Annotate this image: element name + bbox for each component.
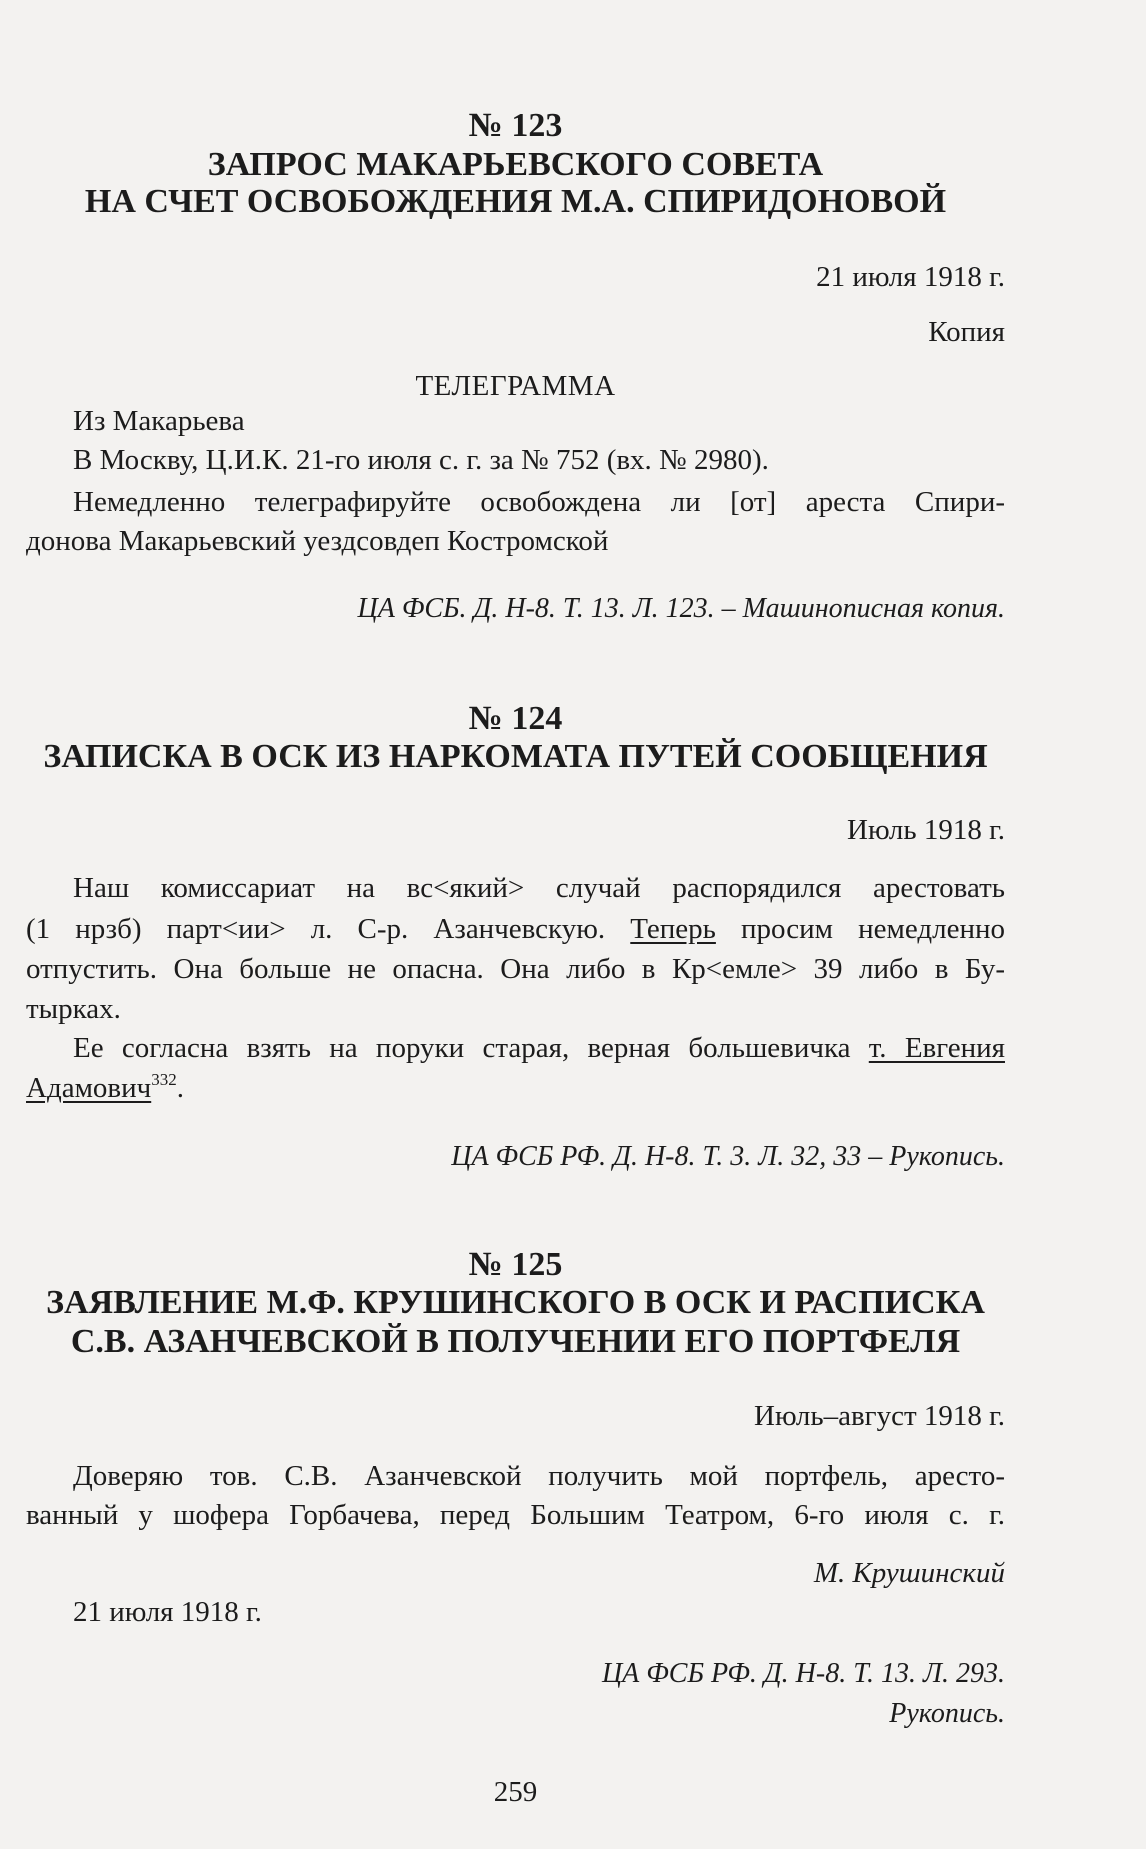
body-text: Наш комиссариат на вс<який> случай распорядился арестовать — [73, 872, 1005, 904]
archive-source: ЦА ФСБ РФ. Д. Н-8. Т. 3. Л. 32, 33 – Рукопись. — [451, 1141, 1005, 1172]
doc-title-line: ЗАЯВЛЕНИЕ М.Ф. КРУШИНСКОГО В ОСК И РАСПИСКА — [46, 1284, 985, 1321]
doc-date: 21 июля 1918 г. — [816, 261, 1005, 293]
telegram-heading: ТЕЛЕГРАММА — [415, 370, 616, 402]
body-line — [26, 868, 1005, 908]
archive-source: ЦА ФСБ. Д. Н-8. Т. 13. Л. 123. – Машинописная копия. — [357, 593, 1005, 624]
body-line: донова Макарьевский уездсовдеп Костромской — [26, 525, 609, 557]
body-line — [26, 989, 1005, 1029]
body-line — [26, 1068, 1005, 1108]
doc-title-line: ЗАПИСКА В ОСК ИЗ НАРКОМАТА ПУТЕЙ СООБЩЕНИЯ — [43, 738, 988, 775]
body-line: Немедленно телеграфируйте освобождена ли [от] ареста Спири- — [73, 486, 1005, 518]
doc-number: № 123 — [468, 107, 563, 144]
doc-number: № 124 — [468, 700, 563, 737]
archive-source-note: Рукопись. — [889, 1698, 1005, 1729]
underlined-text: Адамович — [26, 1072, 152, 1104]
body-text: . — [176, 1072, 184, 1104]
copy-note: Копия — [928, 316, 1005, 348]
body-text: отпустить. Она больше не опасна. Она либо в Кр<емле> 39 либо в Бу- — [26, 953, 1005, 985]
body-line — [26, 1028, 1005, 1068]
body-text: (1 нрзб) парт<ии> л. С-р. Азанчевскую. — [26, 913, 631, 945]
archive-source: ЦА ФСБ РФ. Д. Н-8. Т. 13. Л. 293. — [601, 1658, 1005, 1689]
doc-date: Июль–август 1918 г. — [754, 1400, 1005, 1432]
underlined-text: т. Евгения — [868, 1032, 1005, 1064]
signature: М. Крушинский — [813, 1557, 1005, 1589]
body-text: тырках. — [26, 993, 121, 1025]
body-line — [26, 909, 1005, 949]
doc-title-line: ЗАПРОС МАКАРЬЕВСКОГО СОВЕТА — [207, 146, 824, 183]
page-number: 259 — [493, 1776, 538, 1808]
sender-line: Из Макарьева — [73, 405, 245, 437]
body-text: просим немедленно — [715, 913, 1005, 945]
body-text: Ее согласна взять на поруки старая, верная большевичка — [73, 1032, 869, 1064]
doc-number: № 125 — [468, 1246, 563, 1283]
body-line: Доверяю тов. С.В. Азанчевской получить мой портфель, аресто- — [73, 1460, 1005, 1492]
doc-title-line: НА СЧЕТ ОСВОБОЖДЕНИЯ М.А. СПИРИДОНОВОЙ — [84, 183, 947, 220]
doc-title-line: С.В. АЗАНЧЕВСКОЙ В ПОЛУЧЕНИИ ЕГО ПОРТФЕЛЯ — [70, 1323, 961, 1360]
body-line — [26, 949, 1005, 989]
body-line: ванный у шофера Горбачева, перед Большим Театром, 6-го июля с. г. — [26, 1499, 1005, 1531]
signed-date: 21 июля 1918 г. — [73, 1596, 262, 1628]
footnote-ref: 332 — [151, 1070, 177, 1089]
underlined-text: Теперь — [630, 913, 716, 945]
recipient-line: В Москву, Ц.И.К. 21-го июля с. г. за № 752 (вх. № 2980). — [73, 444, 769, 476]
doc-date: Июль 1918 г. — [847, 814, 1005, 846]
